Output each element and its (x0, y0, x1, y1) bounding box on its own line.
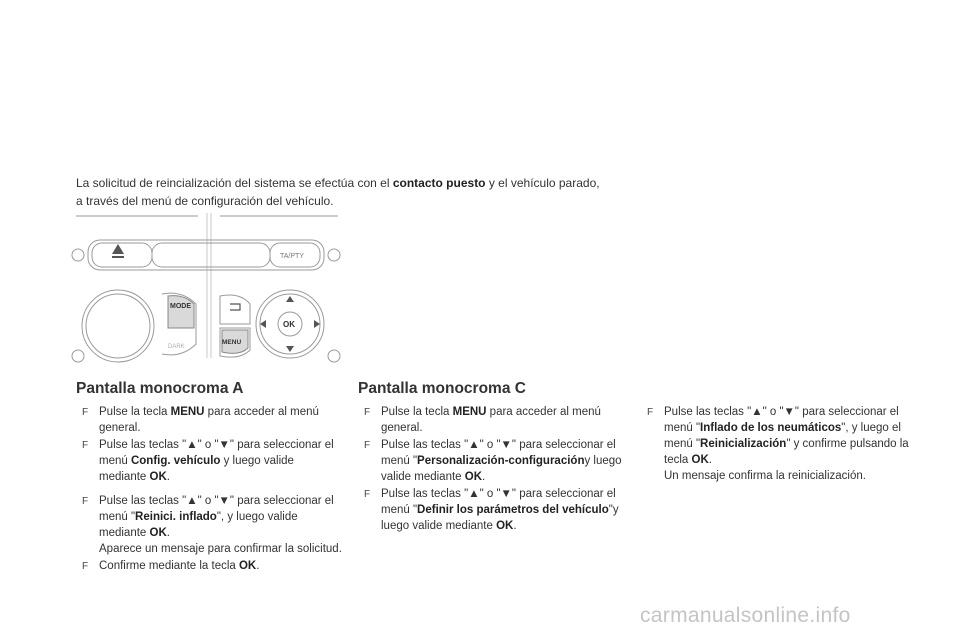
up-arrow-icon: ▲ (468, 439, 480, 451)
ok-label: OK (283, 320, 295, 329)
step-note: Aparece un mensaje para confirmar la solicitud. (99, 543, 342, 555)
watermark: carmanualsonline.info (640, 604, 851, 627)
bullet-icon: F (82, 407, 89, 418)
up-arrow-icon: ▲ (468, 488, 480, 500)
step-note: Un mensaje confirma la reinicialización. (664, 470, 866, 482)
section-c-title: Pantalla monocroma C (358, 380, 526, 397)
section-c-steps (358, 404, 630, 535)
list-item: F Pulse las teclas "▲" o "▼" para seleccionar el menú "Definir los parámetros del vehículo"y luego valide mediante OK. (364, 488, 619, 532)
list-item: F Pulse la tecla MENU para acceder al menú general. (364, 406, 601, 434)
section-a-title: Pantalla monocroma A (76, 380, 244, 397)
mode-label: MODE (170, 303, 191, 310)
up-arrow-icon: ▲ (751, 406, 763, 418)
list-item: F Confirme mediante la tecla OK. (76, 558, 344, 574)
section-a-steps (76, 404, 344, 575)
down-arrow-icon: ▼ (218, 439, 230, 451)
intro-bold: contacto puesto (392, 176, 486, 190)
list-item: F Pulse la tecla MENU para acceder al menú general. (82, 406, 319, 434)
list-item: F Pulse las teclas "▲" o "▼" para seleccionar el menú "Reinici. inflado", y luego valide mediante OK. Aparece un mensaje para confirmar la solicitud. (76, 493, 344, 557)
eject-icon (112, 244, 124, 254)
bullet-icon: F (82, 440, 89, 451)
list-item: F Pulse las teclas "▲" o "▼" para seleccionar el menú Config. vehículo y luego valide mediante OK. (82, 439, 334, 483)
down-arrow-icon: ▼ (783, 406, 795, 418)
bullet-icon: F (364, 440, 371, 451)
bullet-icon: F (647, 407, 654, 418)
bullet-icon: F (364, 489, 371, 500)
bullet-icon: F (82, 561, 89, 572)
up-arrow-icon: ▲ (186, 495, 198, 507)
dark-label: DARK (168, 344, 185, 350)
bullet-icon: F (364, 407, 371, 418)
control-panel-illustration (70, 208, 342, 368)
down-arrow-icon: ▼ (218, 495, 230, 507)
down-arrow-icon: ▼ (500, 488, 512, 500)
down-arrow-icon: ▼ (500, 439, 512, 451)
list-item: F Pulse las teclas "▲" o "▼" para seleccionar el menú "Inflado de los neumáticos", y luego el menú "Reinicialización" y confirme pulsando la tecla OK. Un mensaje confirma la reinicialización. (641, 404, 911, 484)
ta-pty-label: TA/PTY (280, 253, 304, 260)
list-item: F Pulse las teclas "▲" o "▼" para seleccionar el menú "Personalización-configuracióny luego valide mediante OK. (364, 439, 622, 483)
back-arrow-icon (230, 304, 240, 310)
section-d-steps (641, 404, 911, 485)
intro-paragraph: La solicitud de reincialización del sistema se efectúa con el contacto puesto y el vehículo parado, a través del menú de configuración del vehículo. (76, 176, 600, 208)
menu-label: MENU (222, 339, 242, 346)
bullet-icon: F (82, 496, 89, 507)
up-arrow-icon: ▲ (186, 439, 198, 451)
